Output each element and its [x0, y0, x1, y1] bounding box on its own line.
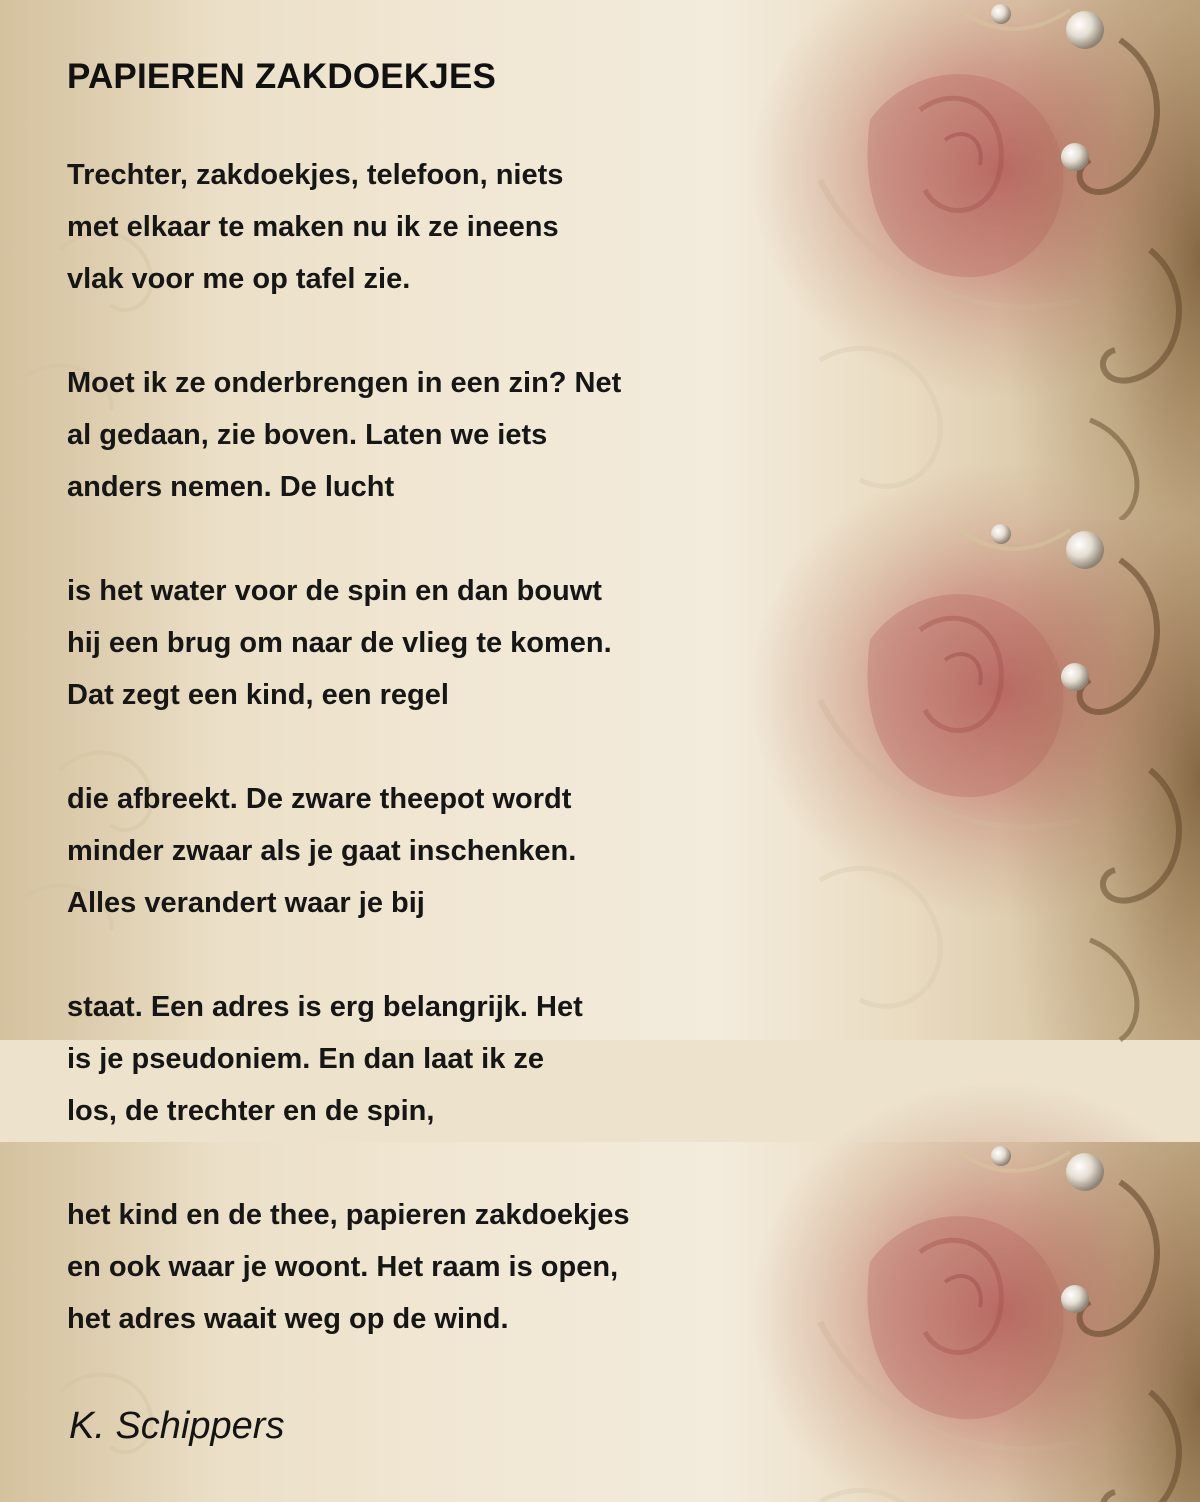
poem-body	[67, 149, 629, 1397]
poem-line: los, de trechter en de spin,	[67, 1095, 435, 1127]
stanza	[67, 357, 629, 513]
poem-author: K. Schippers	[69, 1405, 285, 1447]
poem-line: Trechter, zakdoekjes, telefoon, niets	[67, 159, 564, 191]
poem-line: minder zwaar als je gaat inschenken.	[67, 835, 577, 867]
stanza	[67, 565, 629, 721]
poem-line: al gedaan, zie boven. Laten we iets	[67, 419, 548, 451]
poem-line: is je pseudoniem. En dan laat ik ze	[67, 1043, 545, 1075]
poem-line: hij een brug om naar de vlieg te komen.	[67, 627, 612, 659]
stanza	[67, 1189, 629, 1345]
poem-line: en ook waar je woont. Het raam is open,	[67, 1251, 619, 1283]
poem-line: is het water voor de spin en dan bouwt	[67, 575, 602, 607]
poem-line: anders nemen. De lucht	[67, 471, 395, 503]
stanza	[67, 773, 629, 929]
stanza	[67, 981, 629, 1137]
stanza	[67, 149, 629, 305]
poem-line: staat. Een adres is erg belangrijk. Het	[67, 991, 583, 1023]
poem-line: het adres waait weg op de wind.	[67, 1303, 509, 1335]
poem-line: die afbreekt. De zware theepot wordt	[67, 783, 572, 815]
poem-line: Alles verandert waar je bij	[67, 887, 425, 919]
poem-line: Dat zegt een kind, een regel	[67, 679, 449, 711]
poem-title: PAPIEREN ZAKDOEKJES	[67, 57, 497, 96]
poem-line: het kind en de thee, papieren zakdoekjes	[67, 1199, 630, 1231]
poem-line: vlak voor me op tafel zie.	[67, 263, 411, 295]
poem-line: met elkaar te maken nu ik ze ineens	[67, 211, 559, 243]
poem-line: Moet ik ze onderbrengen in een zin? Net	[67, 367, 622, 399]
